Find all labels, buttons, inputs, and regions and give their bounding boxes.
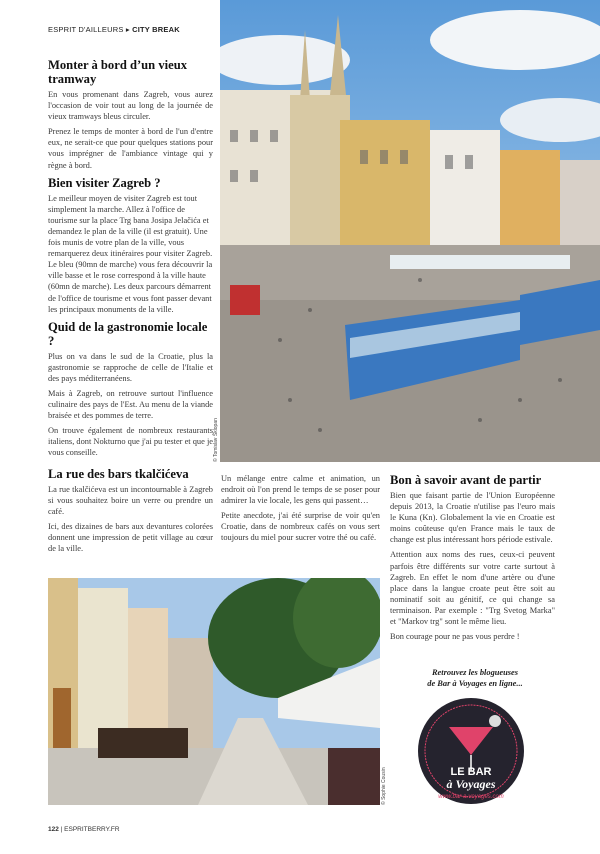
column-1 bbox=[48, 58, 213, 558]
heading-tramway: Monter à bord d’un vieux tramway bbox=[48, 58, 188, 86]
promo-line: de Bar à Voyages en ligne... bbox=[427, 679, 523, 688]
section-label: ESPRIT D'AILLEURS bbox=[48, 25, 124, 34]
arrow-icon: ▸ bbox=[125, 25, 130, 34]
tkalciceva-street-photo bbox=[48, 578, 380, 805]
column-3 bbox=[390, 473, 555, 646]
paragraph: Bon courage pour ne pas vous perdre ! bbox=[390, 632, 520, 642]
paragraph: Petite anecdote, j'ai été surprise de voir qu'en Croatie, dans de nombreux cafés on vous sert toujours du miel pour sucrer votre thé ou café. bbox=[221, 511, 380, 543]
bar-a-voyages-logo bbox=[417, 697, 525, 805]
paragraph: Mais à Zagreb, on retrouve surtout l'influence culinaire des pays de l'Est. Au menu de la viande braisée et des pommes de terre. bbox=[48, 388, 213, 421]
site-name: ESPRITBERRY.FR bbox=[64, 826, 120, 833]
promo-line: Retrouvez les blogueuses bbox=[431, 668, 519, 677]
tram-square-photo bbox=[220, 0, 600, 462]
page-footer: 122 | ESPRITBERRY.FR bbox=[48, 826, 120, 833]
heading-visit: Bien visiter Zagreb ? bbox=[48, 175, 161, 190]
paragraph: Ici, des dizaines de bars aux devantures colorées donnent une impression de petit village au cœur de la ville. bbox=[48, 521, 213, 553]
photo-credit: © Sophie Cousin bbox=[381, 767, 387, 805]
paragraph: Bien que faisant partie de l'Union Européenne depuis 2013, la Croatie n'utilise pas l'euro mais le Kuna (Kn). Globalement la vie en Croatie est moins coûteuse qu'en France mais le taux de change est plus intéressant hors période estivale. bbox=[390, 491, 555, 545]
page-number: 122 bbox=[48, 826, 59, 833]
paragraph: En vous promenant dans Zagreb, vous aurez l'occasion de voir tout au long de la journée de vieux tramways bleus circuler. bbox=[48, 90, 213, 122]
paragraph: Prenez le temps de monter à bord de l'un d'entre eux, ne serait-ce que pour quelques stations pour vous imprégner de l'ambiance vintage qui y règne à bord. bbox=[48, 127, 213, 170]
column-2 bbox=[221, 473, 380, 548]
paragraph: Attention aux noms des rues, ceux-ci peuvent parfois être différents sur votre carte surtout à Zagreb. En effet le nom d'une artère ou d'une place dans la langue croate peut être soit au nominatif soit au génitif, ce qui change sa terminaison. Par exemple : "Trg Svetog Marka" et "Markov trg" sont le même lieu. bbox=[390, 550, 555, 627]
logo-text: LE BAR bbox=[450, 766, 492, 778]
paragraph: Le meilleur moyen de visiter Zagreb est tout simplement la marche. Allez à l'office de tourisme sur la place Trg bana Josipa Jelačića et demandez le plan de la ville (il est gratuit). Une fois munis de votre plan de la ville, vous remarquerez deux itinéraires pour visiter Zagreb. Le bleu (90mn de marche) vous fera découvrir la ville basse et le rose correspond à la ville haute (60mn de marche). Les deux parcours démarrent de l'office de tourisme et vous font passer devant les principaux monuments de la ville. bbox=[48, 193, 213, 314]
heading-good-to-know: Bon à savoir avant de partir bbox=[390, 473, 542, 487]
paragraph: Un mélange entre calme et animation, un endroit où l'on prend le temps de se poser pour admirer la vie locale, les gens qui passent… bbox=[221, 474, 380, 506]
logo-url: www.bar-a-voyages.com bbox=[438, 794, 504, 800]
heading-bars: La rue des bars tkalčićeva bbox=[48, 466, 189, 481]
section-rubric bbox=[48, 25, 180, 34]
paragraph: La rue tkalčićeva est un incontournable à Zagreb si vous souhaitez boire un verre ou prendre un café. bbox=[48, 484, 213, 516]
subsection-label: CITY BREAK bbox=[132, 25, 180, 34]
logo-text: à Voyages bbox=[446, 777, 496, 791]
paragraph: On trouve également de nombreux restaurants italiens, dont Nokturno que j'ai pu tester et que je vous conseille. bbox=[48, 426, 213, 458]
photo-credit: © Tomislav Šklopan bbox=[213, 418, 219, 462]
paragraph: Plus on va dans le sud de la Croatie, plus la gastronomie se rapproche de celle de l'Italie et des pays méditerranéens. bbox=[48, 351, 213, 383]
blog-promo bbox=[395, 667, 555, 689]
heading-gastronomy: Quid de la gastronomie locale ? bbox=[48, 319, 208, 348]
